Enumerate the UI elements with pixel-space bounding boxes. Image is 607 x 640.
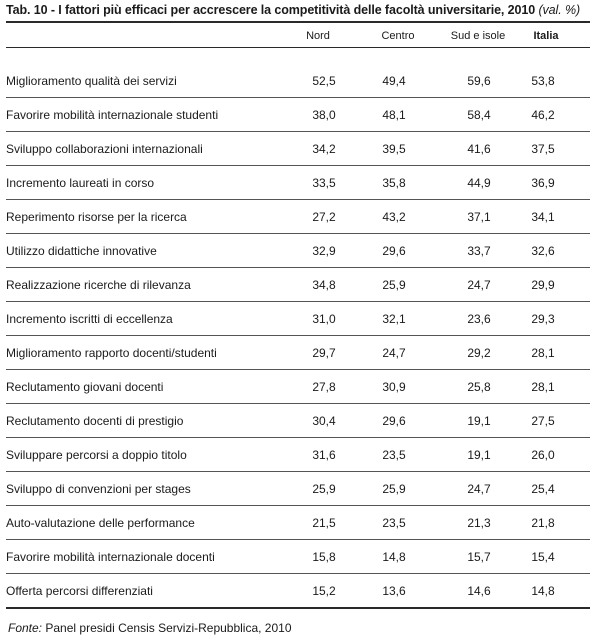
row-label: Favorire mobilità internazionale docenti xyxy=(6,550,215,564)
table-row xyxy=(6,132,590,166)
row-value-sud-e-isole: 24,7 xyxy=(467,278,491,292)
row-value-italia: 46,2 xyxy=(531,108,555,122)
source-note xyxy=(8,621,292,635)
row-value-centro: 30,9 xyxy=(382,380,406,394)
row-value-italia: 25,4 xyxy=(531,482,555,496)
row-value-italia: 32,6 xyxy=(531,244,555,258)
row-value-nord: 38,0 xyxy=(312,108,336,122)
row-value-centro: 49,4 xyxy=(382,74,406,88)
table-title-unit: (val. %) xyxy=(538,3,581,17)
header-rule xyxy=(6,47,590,48)
table-row xyxy=(6,200,590,234)
row-label: Sviluppo di convenzioni per stages xyxy=(6,482,191,496)
row-value-sud-e-isole: 59,6 xyxy=(467,74,491,88)
header-sud-e-isole: Sud e isole xyxy=(450,30,506,42)
row-value-centro: 35,8 xyxy=(382,176,406,190)
top-rule xyxy=(6,21,590,23)
row-label: Reperimento risorse per la ricerca xyxy=(6,210,187,224)
row-label: Miglioramento qualità dei servizi xyxy=(6,74,177,88)
row-value-sud-e-isole: 58,4 xyxy=(467,108,491,122)
table-row xyxy=(6,438,590,472)
row-value-italia: 29,3 xyxy=(531,312,555,326)
row-value-centro: 48,1 xyxy=(382,108,406,122)
row-value-nord: 33,5 xyxy=(312,176,336,190)
row-value-sud-e-isole: 37,1 xyxy=(467,210,491,224)
row-value-nord: 15,8 xyxy=(312,550,336,564)
row-value-italia: 27,5 xyxy=(531,414,555,428)
source-label: Fonte: xyxy=(8,621,43,635)
row-value-centro: 43,2 xyxy=(382,210,406,224)
table-row xyxy=(6,506,590,540)
row-value-sud-e-isole: 19,1 xyxy=(467,448,491,462)
row-value-italia: 28,1 xyxy=(531,346,555,360)
row-label: Sviluppo collaborazioni internazionali xyxy=(6,142,203,156)
table-row xyxy=(6,370,590,404)
row-label: Miglioramento rapporto docenti/studenti xyxy=(6,346,217,360)
row-value-italia: 29,9 xyxy=(531,278,555,292)
row-value-centro: 24,7 xyxy=(382,346,406,360)
row-value-nord: 34,8 xyxy=(312,278,336,292)
header-nord: Nord xyxy=(306,30,330,42)
row-label: Realizzazione ricerche di rilevanza xyxy=(6,278,191,292)
table-row xyxy=(6,404,590,438)
row-value-nord: 32,9 xyxy=(312,244,336,258)
row-value-italia: 21,8 xyxy=(531,516,555,530)
row-value-centro: 32,1 xyxy=(382,312,406,326)
row-value-centro: 39,5 xyxy=(382,142,406,156)
table-row xyxy=(6,166,590,200)
table-row xyxy=(6,336,590,370)
row-value-centro: 14,8 xyxy=(382,550,406,564)
row-value-italia: 26,0 xyxy=(531,448,555,462)
row-value-sud-e-isole: 41,6 xyxy=(467,142,491,156)
row-value-nord: 52,5 xyxy=(312,74,336,88)
table-row xyxy=(6,64,590,98)
source-text: Panel presidi Censis Servizi-Repubblica, 2010 xyxy=(45,621,292,635)
row-value-sud-e-isole: 33,7 xyxy=(467,244,491,258)
row-value-centro: 23,5 xyxy=(382,448,406,462)
table-row xyxy=(6,472,590,506)
table-title xyxy=(6,3,580,17)
table-row xyxy=(6,268,590,302)
row-value-nord: 21,5 xyxy=(312,516,336,530)
row-value-sud-e-isole: 25,8 xyxy=(467,380,491,394)
row-value-sud-e-isole: 24,7 xyxy=(467,482,491,496)
row-label: Auto-valutazione delle performance xyxy=(6,516,195,530)
row-label: Utilizzo didattiche innovative xyxy=(6,244,157,258)
row-label: Incremento iscritti di eccellenza xyxy=(6,312,173,326)
row-value-centro: 29,6 xyxy=(382,414,406,428)
row-value-nord: 29,7 xyxy=(312,346,336,360)
bottom-rule xyxy=(6,607,590,609)
row-value-sud-e-isole: 19,1 xyxy=(467,414,491,428)
row-value-centro: 29,6 xyxy=(382,244,406,258)
row-label: Offerta percorsi differenziati xyxy=(6,584,153,598)
row-value-nord: 34,2 xyxy=(312,142,336,156)
row-value-sud-e-isole: 29,2 xyxy=(467,346,491,360)
row-value-nord: 27,8 xyxy=(312,380,336,394)
row-value-nord: 15,2 xyxy=(312,584,336,598)
row-value-nord: 31,0 xyxy=(312,312,336,326)
row-label: Favorire mobilità internazionale studenti xyxy=(6,108,219,122)
row-value-centro: 25,9 xyxy=(382,482,406,496)
row-value-italia: 14,8 xyxy=(531,584,555,598)
row-value-centro: 23,5 xyxy=(382,516,406,530)
row-value-italia: 34,1 xyxy=(531,210,555,224)
row-value-sud-e-isole: 14,6 xyxy=(467,584,491,598)
row-value-italia: 37,5 xyxy=(531,142,555,156)
table-row xyxy=(6,574,590,608)
row-value-sud-e-isole: 15,7 xyxy=(467,550,491,564)
row-value-centro: 25,9 xyxy=(382,278,406,292)
row-label: Reclutamento giovani docenti xyxy=(6,380,164,394)
row-label: Reclutamento docenti di prestigio xyxy=(6,414,184,428)
row-value-nord: 27,2 xyxy=(312,210,336,224)
row-label: Incremento laureati in corso xyxy=(6,176,155,190)
row-value-centro: 13,6 xyxy=(382,584,406,598)
row-value-italia: 15,4 xyxy=(531,550,555,564)
table-row xyxy=(6,98,590,132)
table-row xyxy=(6,540,590,574)
table-title-main: Tab. 10 - I fattori più efficaci per accrescere la competitività delle facoltà universitarie, 2010 xyxy=(6,3,536,17)
row-value-italia: 36,9 xyxy=(531,176,555,190)
row-value-sud-e-isole: 44,9 xyxy=(467,176,491,190)
row-value-nord: 25,9 xyxy=(312,482,336,496)
row-value-nord: 31,6 xyxy=(312,448,336,462)
row-value-sud-e-isole: 23,6 xyxy=(467,312,491,326)
header-italia: Italia xyxy=(533,30,559,42)
row-value-nord: 30,4 xyxy=(312,414,336,428)
row-value-sud-e-isole: 21,3 xyxy=(467,516,491,530)
table-row xyxy=(6,234,590,268)
row-value-italia: 53,8 xyxy=(531,74,555,88)
header-centro: Centro xyxy=(381,30,415,42)
row-value-italia: 28,1 xyxy=(531,380,555,394)
row-label: Sviluppare percorsi a doppio titolo xyxy=(6,448,187,462)
table-row xyxy=(6,302,590,336)
